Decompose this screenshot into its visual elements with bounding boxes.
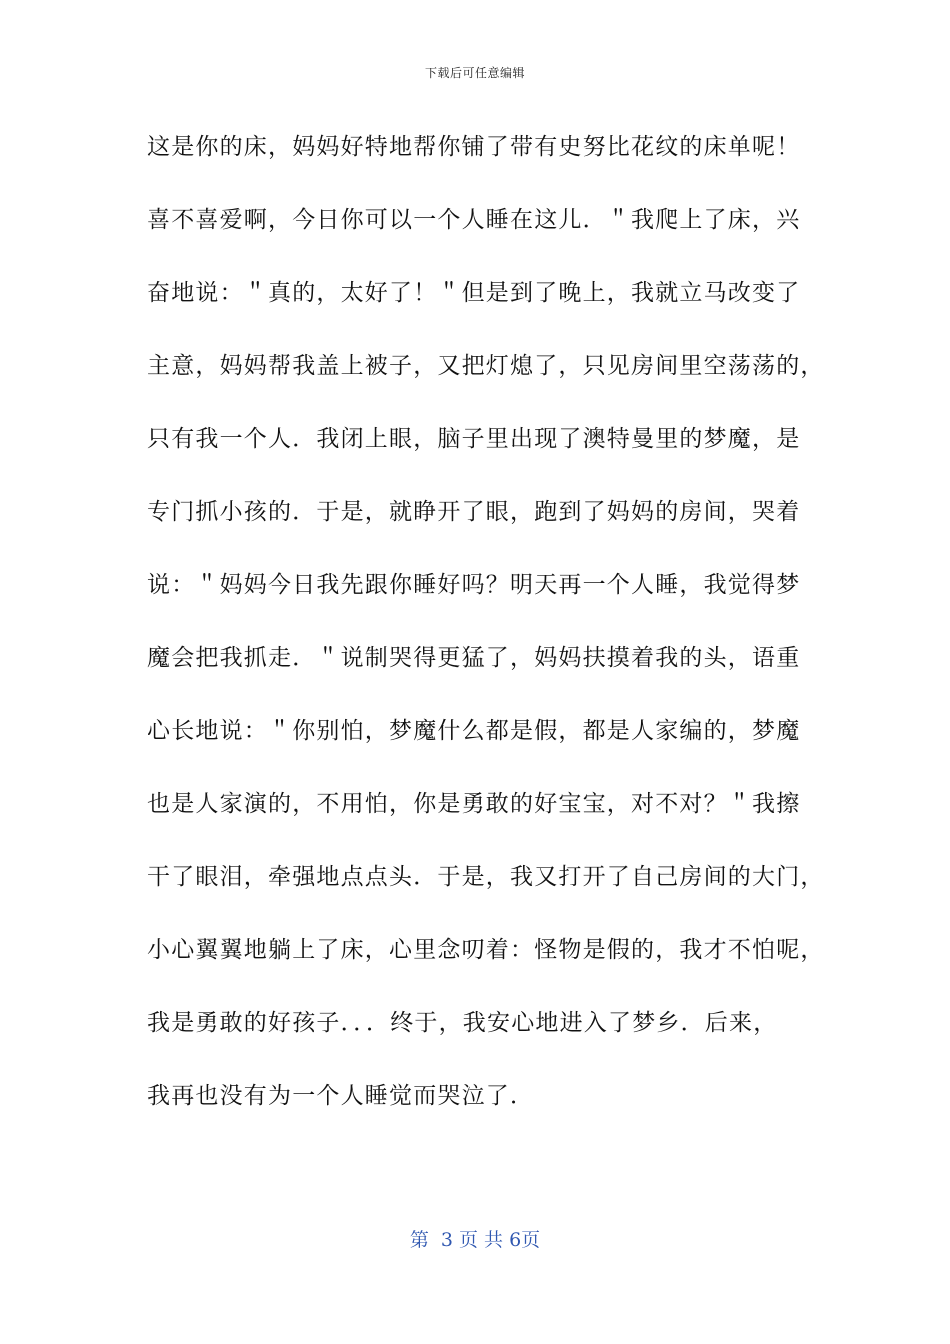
text-line: 奋地说：＂真的，太好了！＂但是到了晚上，我就立马改变了	[147, 280, 801, 306]
text-line: 主意，妈妈帮我盖上被子，又把灯熄了，只见房间里空荡荡的，	[147, 353, 825, 379]
text-line: 干了眼泪，牵强地点点头．于是，我又打开了自己房间的大门，	[147, 864, 825, 890]
page-header: 下载后可任意编辑	[424, 66, 525, 80]
text-line: 心长地说：＂你别怕，梦魔什么都是假，都是人家编的，梦魔	[147, 718, 801, 744]
text-line: 这是你的床，妈妈好特地帮你铺了带有史努比花纹的床单呢！	[147, 134, 801, 160]
text-line: 喜不喜爱啊，今日你可以一个人睡在这儿．＂我爬上了床，兴	[147, 207, 801, 233]
text-line: 我是勇敢的好孩子．．．终于，我安心地进入了梦乡．后来，	[147, 1010, 778, 1036]
text-line: 说：＂妈妈今日我先跟你睡好吗？明天再一个人睡，我觉得梦	[147, 572, 801, 598]
text-line: 只有我一个人．我闭上眼，脑子里出现了澳特曼里的梦魔，是	[147, 426, 801, 452]
text-line: 小心翼翼地躺上了床，心里念叨着：怪物是假的，我才不怕呢，	[147, 937, 825, 963]
document-body	[147, 127, 827, 1149]
text-line: 也是人家演的，不用怕，你是勇敢的好宝宝，对不对？＂我擦	[147, 791, 801, 817]
text-line: 魔会把我抓走．＂说制哭得更猛了，妈妈扶摸着我的头，语重	[147, 645, 801, 671]
text-line: 我再也没有为一个人睡觉而哭泣了．	[147, 1083, 535, 1109]
page-number-footer: 第 3 页 共 6页	[409, 1229, 541, 1251]
text-line: 专门抓小孩的．于是，就睁开了眼，跑到了妈妈的房间，哭着	[147, 499, 801, 525]
